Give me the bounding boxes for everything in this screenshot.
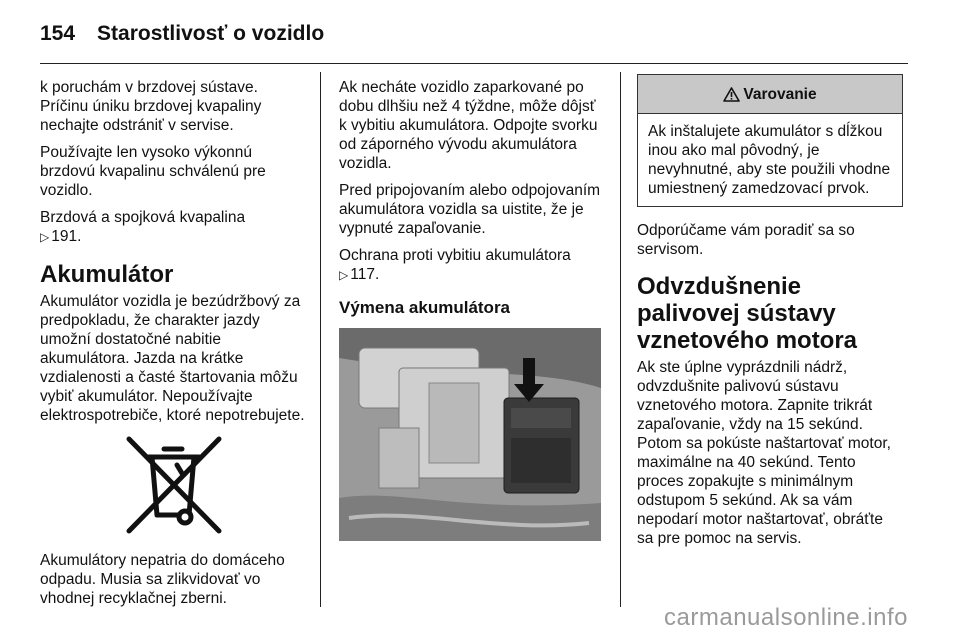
- paragraph: Ak ste úplne vyprázdnili nádrž, odvzdušnite palivovú sústavu vznetového motora. Zapnite trikrát zapaľovanie, vždy na 15 sekúnd. Potom sa pokúste naštartovať motor, maximálne na 40 sekúnd. Tento proces zopakujte s minimálnym odstupom 5 sekúnd. Ak sa vám nepodarí motor naštartovať, obráťte sa pre pomoc na servis.: [637, 359, 891, 547]
- crossed-out-bin-icon: [40, 435, 308, 535]
- paragraph: Odporúčame vám poradiť sa so servisom.: [637, 222, 855, 258]
- warning-title: Varovanie: [743, 85, 817, 103]
- column-1: [40, 78, 308, 616]
- paragraph: Akumulátory nepatria do domáceho odpadu. Musia sa zlikvidovať vo vhodnej recyklačnej zberni.: [40, 552, 285, 607]
- header-divider: [40, 63, 908, 64]
- cross-reference: [40, 208, 308, 247]
- column-divider-2: [620, 72, 621, 607]
- paragraph: Ak necháte vozidlo zaparkované po dobu dlhšiu než 4 týždne, môže dôjsť k vybitiu akumulátora. Odpojte svorku od záporného vývodu akumulátora vozidla.: [339, 79, 598, 172]
- reference-text: Brzdová a spojková kvapalina: [40, 209, 246, 226]
- warning-box: [637, 74, 903, 207]
- section-heading-battery: Akumulátor: [40, 261, 174, 288]
- column-3: [637, 78, 903, 556]
- subheading-battery-replacement: Výmena akumulátora: [339, 298, 511, 317]
- battery-location-photo: [339, 328, 601, 541]
- paragraph: Pred pripojovaním alebo odpojovaním akumulátora vozidla sa uistite, že je vypnuté zapaľovanie.: [339, 182, 601, 237]
- page-reference-arrow-icon: ▷: [40, 230, 50, 244]
- warning-text: Ak inštalujete akumulátor s dĺžkou inou ako mal pôvodný, je nevyhnutné, aby ste použili vhodne umiestnený zamedzovací prvok.: [648, 123, 891, 197]
- paragraph-text: Používajte len vysoko výkonnú brzdovú kvapalinu schválenú pre vozidlo.: [40, 144, 266, 199]
- reference-text: Ochrana proti vybitiu akumulátora: [339, 247, 571, 264]
- section-heading-fuel-bleeding: Odvzdušnenie palivovej sústavy vznetového motora: [637, 273, 858, 354]
- warning-header: [638, 75, 902, 114]
- page-number: 154: [40, 22, 76, 45]
- reference-link[interactable]: 191.: [51, 228, 82, 245]
- watermark: carmanualsonline.info: [664, 604, 908, 631]
- cross-reference: [339, 246, 605, 285]
- paragraph: [40, 143, 308, 200]
- column-2: [339, 78, 605, 541]
- reference-link[interactable]: 117.: [350, 266, 380, 283]
- chapter-title: Starostlivosť o vozidlo: [97, 22, 325, 45]
- paragraph: Akumulátor vozidla je bezúdržbový za predpokladu, že charakter jazdy umožní dostatočné nabitie akumulátora. Jazda na krátke vzdialenosti a časté štartovania môžu vybiť akumulátor. Nepoužívajte elektrospotrebiče, ktoré nepotrebujete.: [40, 293, 305, 424]
- warning-triangle-icon: [723, 87, 740, 102]
- page-header: [40, 14, 324, 54]
- page-reference-arrow-icon: ▷: [339, 268, 349, 282]
- paragraph: k poruchám v brzdovej sústave. Príčinu úniku brzdovej kvapaliny nechajte odstrániť v servise.: [40, 79, 262, 134]
- column-divider-1: [320, 72, 321, 607]
